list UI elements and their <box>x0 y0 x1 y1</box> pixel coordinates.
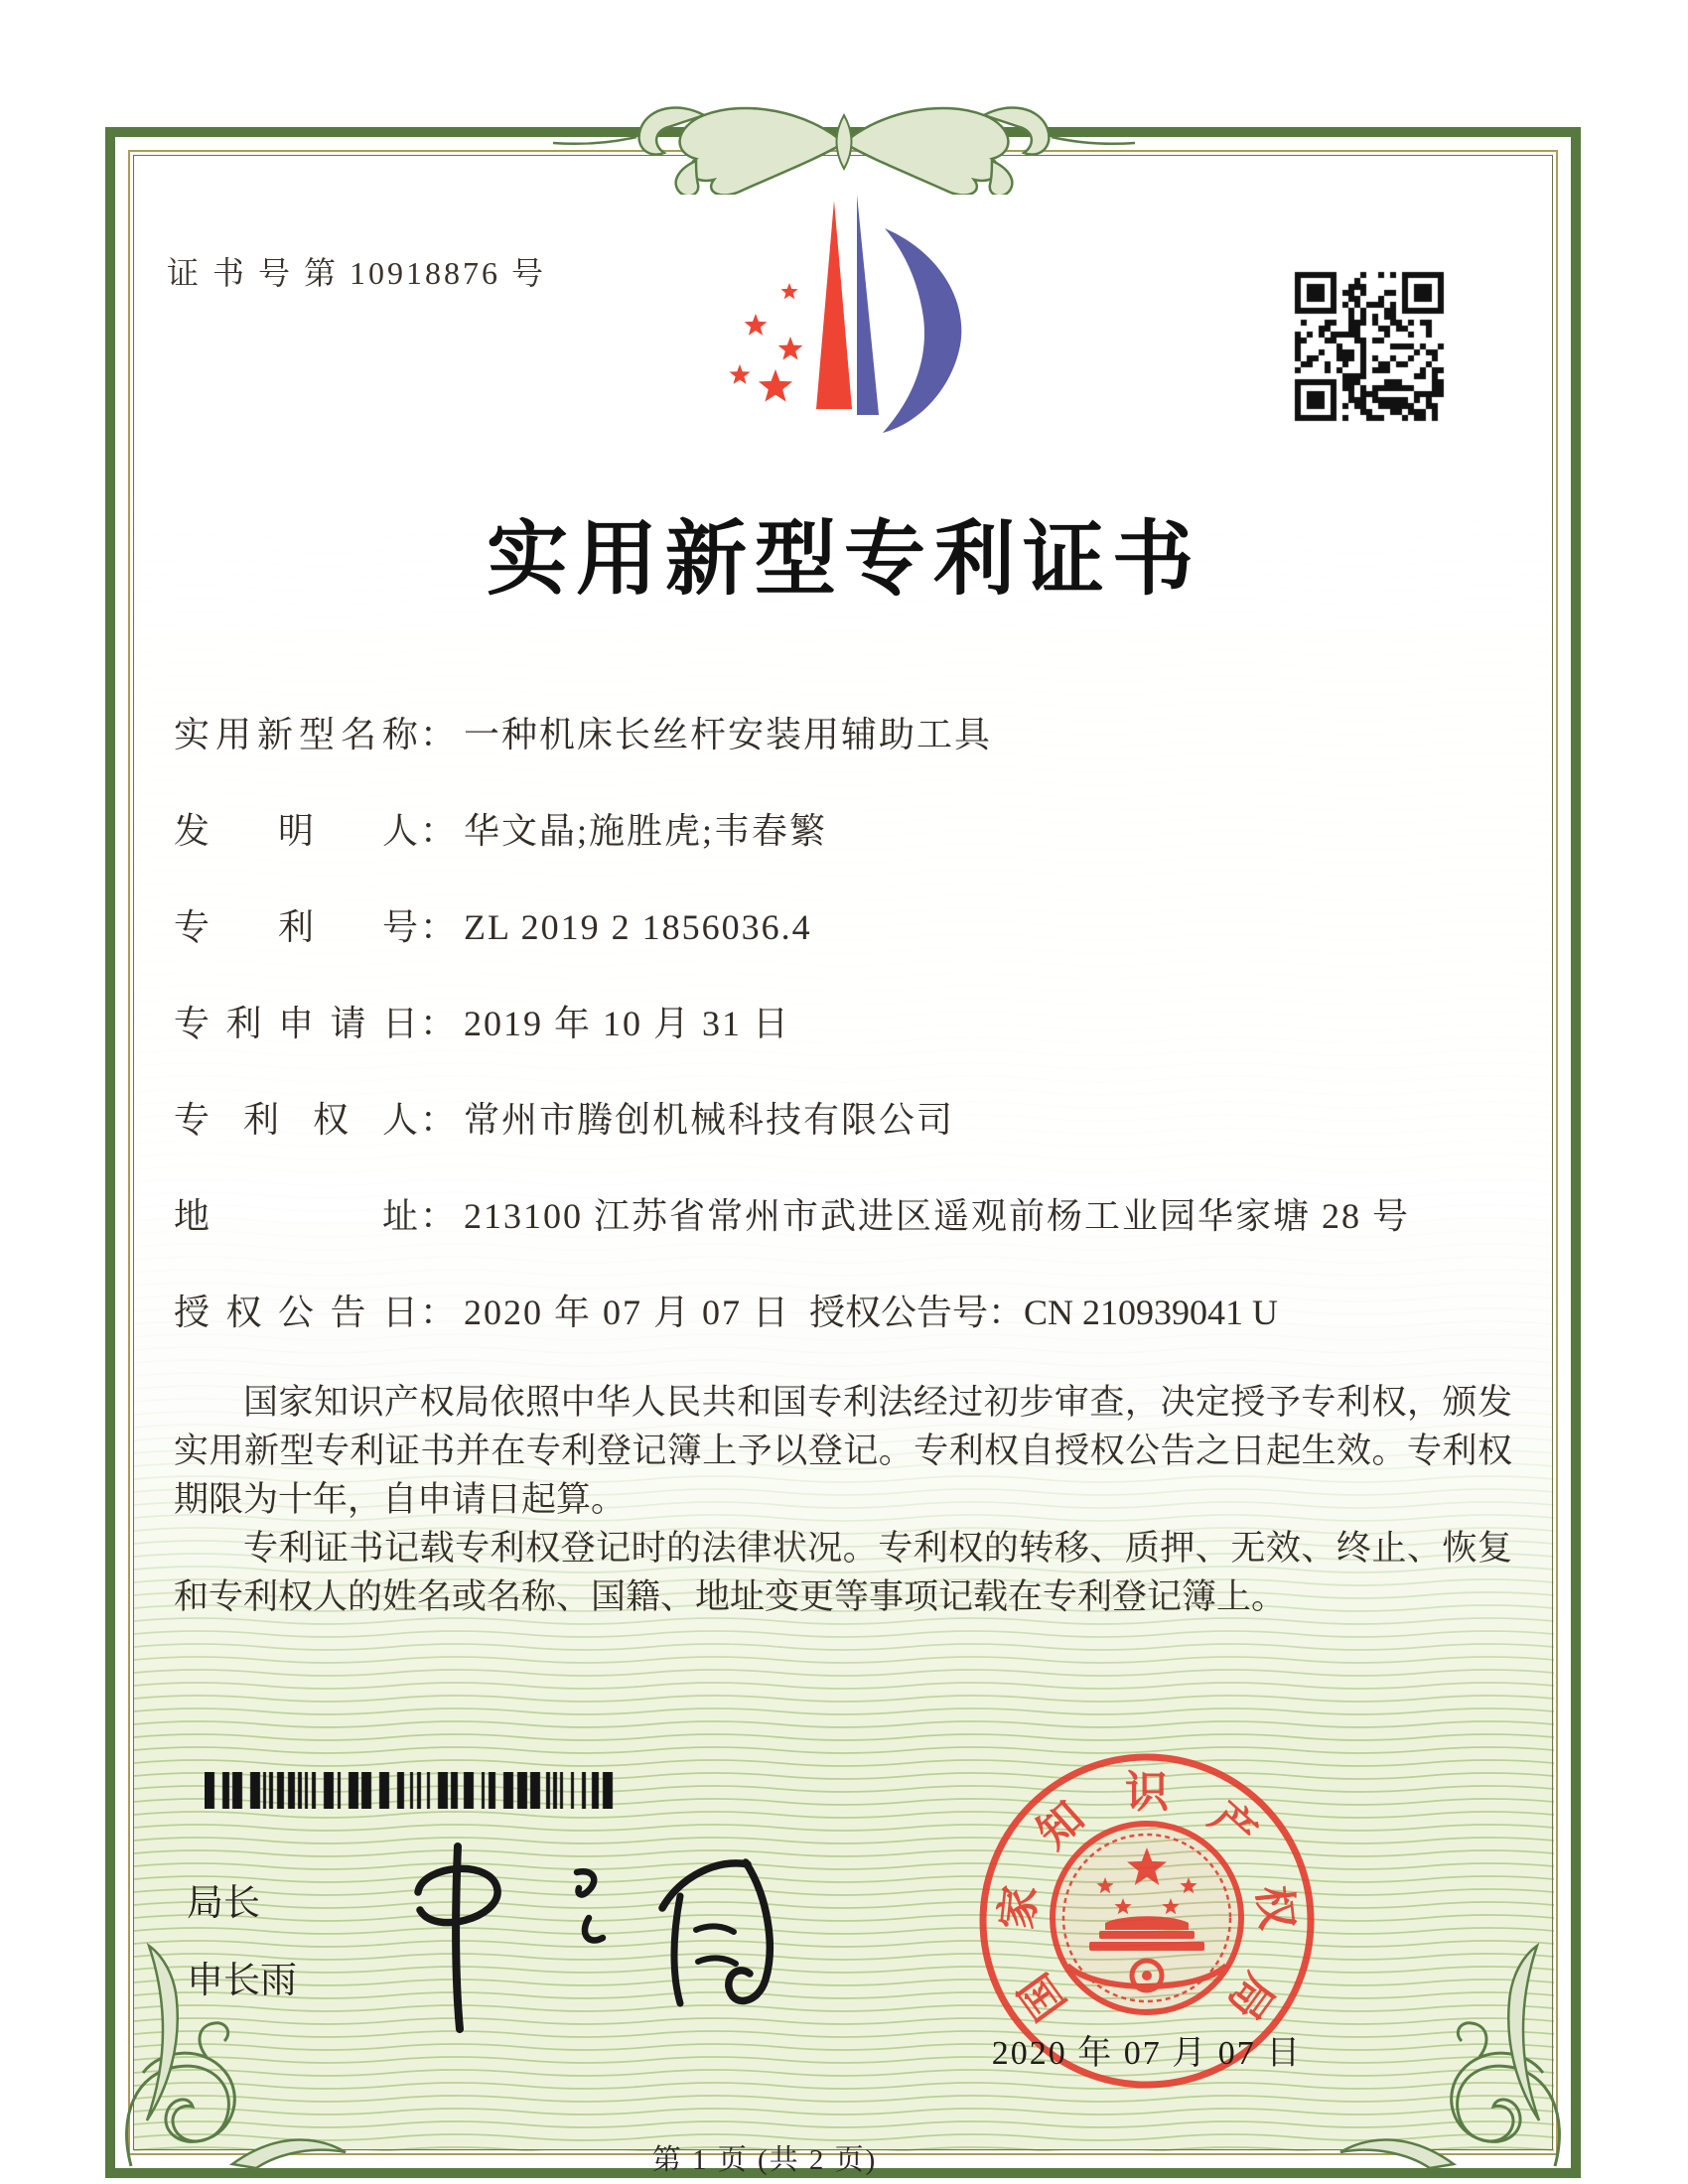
field-row <box>174 996 790 1046</box>
seal-ring-char: 识 <box>1125 1768 1169 1817</box>
field-value: ZL 2019 2 1856036.4 <box>464 907 812 947</box>
star-icon <box>780 283 797 299</box>
legal-paragraphs <box>174 1378 1512 1621</box>
legal-paragraph: 国家知识产权局依照中华人民共和国专利法经过初步审查，决定授予专利权，颁发实用新型专利证书并在专利登记簿上予以登记。专利权自授权公告之日起生效。专利权期限为十年，自申请日起算。 <box>174 1383 1512 1519</box>
seal-date: 2020 年 07 月 07 日 <box>991 2035 1303 2072</box>
seal-ring-char: 家 <box>992 1883 1046 1932</box>
field-row <box>174 899 812 950</box>
cnipa-logo-icon <box>690 181 978 444</box>
signature-handwriting <box>382 1835 819 2033</box>
seal-ring-char: 权 <box>1248 1883 1302 1932</box>
field-row <box>174 1092 954 1143</box>
field-row <box>174 1285 1279 1335</box>
field-colon: ： <box>420 1293 457 1332</box>
star-icon <box>778 337 803 360</box>
field-colon: ： <box>420 1100 457 1140</box>
field-row <box>174 803 827 854</box>
page-number-footer: 第 1 页 (共 2 页) <box>651 2144 878 2176</box>
seal-ring-char: 国 <box>1010 1964 1075 2029</box>
field-label: 专 利 申 请 日 <box>174 1004 418 1043</box>
field-value: 一种机床长丝杆安装用辅助工具 <box>464 715 993 754</box>
field-label: 专 利 权 人 <box>174 1100 418 1140</box>
field-row <box>174 707 992 757</box>
commissioner-name: 申长雨 <box>187 1961 297 2001</box>
legal-paragraph: 专利证书记载专利权登记时的法律状况。专利权的转移、质押、无效、终止、恢复和专利权人的姓名或名称、国籍、地址变更等事项记载在专利登记簿上。 <box>174 1529 1512 1616</box>
star-icon <box>759 369 792 402</box>
field-value: 213100 江苏省常州市武进区遥观前杨工业园华家塘 28 号 <box>464 1196 1411 1236</box>
field-value: 华文晶;施胜虎;韦春繁 <box>464 811 828 851</box>
field-colon: ： <box>420 811 457 851</box>
field-label: 专 利 号 <box>174 907 418 947</box>
top-border-ornament <box>551 85 1137 195</box>
seal-ring-char: 产 <box>1199 1792 1266 1858</box>
field-colon: ： <box>420 1004 457 1043</box>
star-icon <box>745 314 768 336</box>
certificate-title: 实用新型专利证书 <box>486 514 1201 605</box>
field-row <box>174 1188 1410 1239</box>
commissioner-title: 局长 <box>187 1883 260 1924</box>
seal-ring-char: 局 <box>1218 1964 1284 2029</box>
field-colon: ： <box>420 907 457 947</box>
barcode <box>205 1772 616 1809</box>
qr-code <box>1287 264 1452 429</box>
field-label: 授 权 公 告 日 <box>174 1293 418 1332</box>
field-value: 常州市腾创机械科技有限公司 <box>464 1100 955 1140</box>
field-value: 2019 年 10 月 31 日 <box>464 1004 791 1043</box>
field-label: 地 址 <box>174 1196 418 1236</box>
field-value: 2020 年 07 月 07 日 <box>464 1293 791 1332</box>
field-colon: ： <box>420 1196 457 1236</box>
field-list <box>174 707 1564 1392</box>
field-label: 实 用 新 型 名 称 <box>174 715 418 754</box>
field-colon: ： <box>420 715 457 754</box>
field-label: 发 明 人 <box>174 811 418 851</box>
certificate-number: 证 书 号 第 10918876 号 <box>167 255 547 291</box>
star-icon <box>730 364 751 384</box>
seal-ring-char: 知 <box>1028 1792 1094 1858</box>
field-row-secondary: 授权公告号：CN 210939041 U <box>809 1293 1279 1332</box>
